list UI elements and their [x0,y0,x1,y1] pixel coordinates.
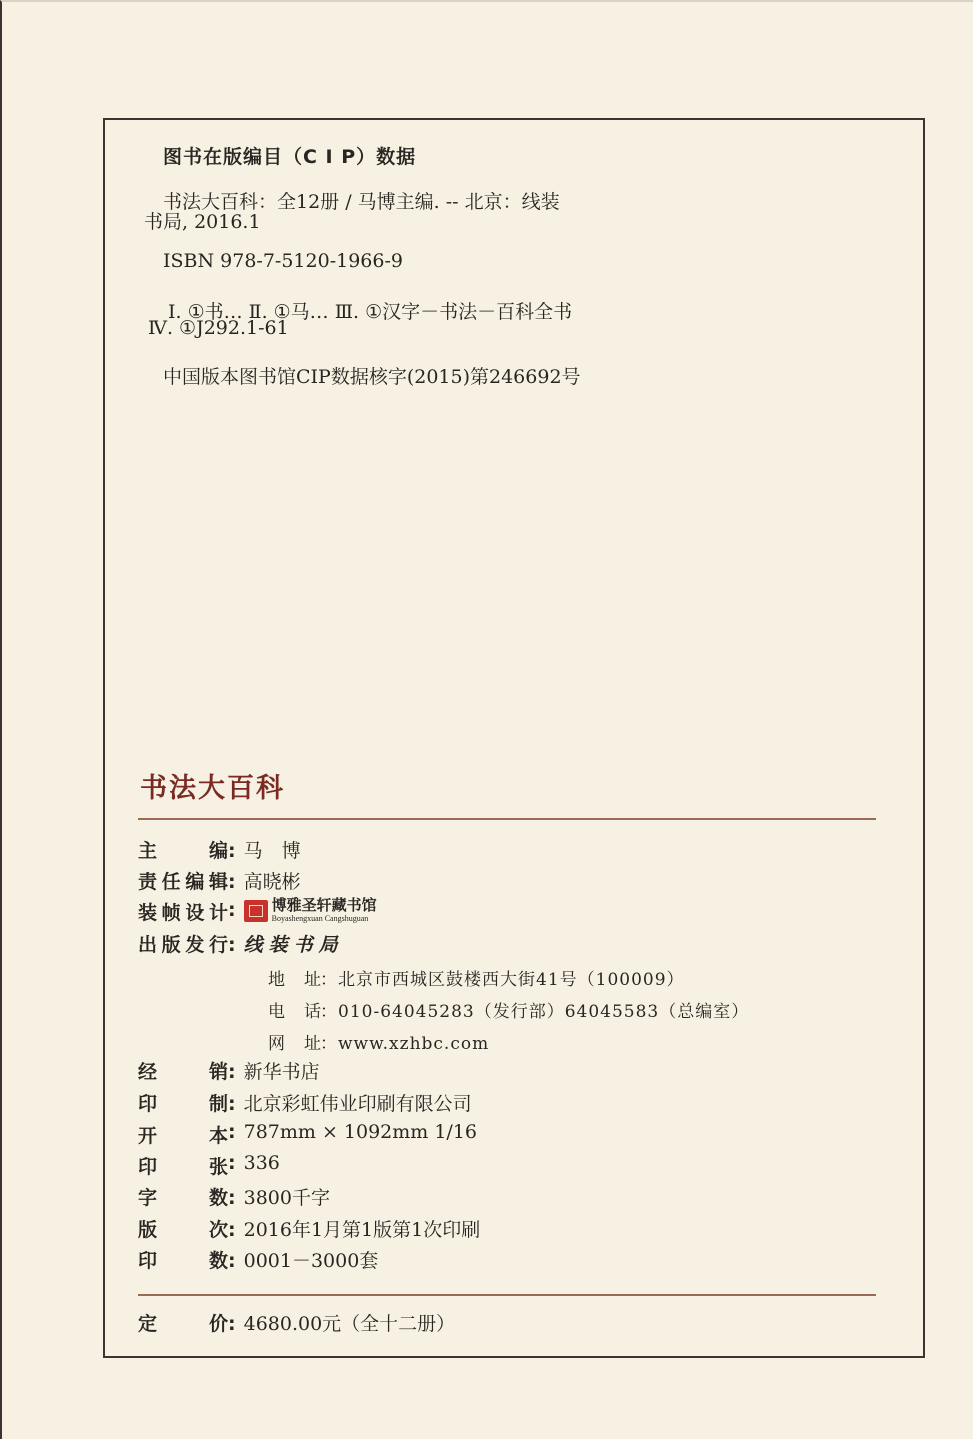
cip-isbn: ISBN 978-7-5120-1966-9 [163,250,403,272]
credit-label: 印 张 [138,1156,228,1178]
book-title: 书法大百科 [140,773,285,804]
credit-label: 出版发行 [138,934,228,956]
credit-print-run: 印 数: 0001－3000套 [138,1246,378,1273]
logo-en-text: Boyashengxuan Cangshuguan [271,914,369,923]
designer-logo [244,898,377,923]
sub-label: 电 话 [268,1002,322,1022]
credit-edition: 版 次: 2016年1月第1版第1次印刷 [138,1215,480,1242]
credit-value: 高晓彬 [243,871,301,893]
credit-chief-editor: 主 编: 马 博 [138,836,301,863]
credit-price: 定 价: 4680.00元（全十二册） [138,1309,455,1336]
credit-value: 新华书店 [243,1061,320,1083]
sub-label: 地 址 [268,970,322,990]
credit-label: 装帧设计 [138,902,228,924]
credit-label: 印 数 [138,1250,228,1272]
credit-responsible-editor: 责任编辑: 高晓彬 [138,867,301,894]
credit-label: 主 编 [138,840,228,862]
credit-value: 马 博 [243,840,301,862]
cip-line-1: 书法大百科：全12册 / 马博主编. -- 北京：线装 [163,191,560,213]
credit-distributor: 经 销: 新华书店 [138,1057,320,1084]
credit-word-count: 字 数: 3800千字 [138,1183,330,1210]
sub-value: 北京市西城区鼓楼西大街41号（100009） [338,970,685,990]
cip-line-classification: Ⅰ. ①书… Ⅱ. ①马… Ⅲ. ①汉字－书法－百科全书 [168,301,573,323]
logo-cn-text: 博雅圣轩藏书馆 [271,896,377,914]
credit-label: 责任编辑 [138,871,228,893]
credit-label: 印 制 [138,1093,228,1115]
publisher-name: 线装书局 [243,934,344,956]
sub-label: 网 址 [268,1034,322,1054]
publisher-phone: 电 话：010-64045283（发行部）64045583（总编室） [268,997,749,1022]
credit-printer: 印 制: 北京彩虹伟业印刷有限公司 [138,1089,472,1116]
credit-value: 0001－3000套 [243,1250,379,1272]
title-rule [138,818,876,820]
credit-label: 版 次 [138,1219,228,1241]
cip-record-number: 中国版本图书馆CIP数据核字(2015)第246692号 [163,366,581,388]
credit-value: 4680.00元（全十二册） [243,1313,456,1335]
cip-line-2: 书局, 2016.1 [144,211,261,233]
credit-value: 336 [243,1152,280,1174]
sub-value: 010-64045283（发行部）64045583（总编室） [338,1002,750,1022]
publisher-website: 网 址：www.xzhbc.com [268,1029,489,1054]
credit-sheets: 印 张: 336 [138,1152,280,1178]
credit-value: 2016年1月第1版第1次印刷 [243,1219,481,1241]
publisher-address: 地 址：北京市西城区鼓楼西大街41号（100009） [268,965,685,990]
credit-design: 装帧设计: 博雅圣轩藏书馆 Boyashengxuan Cangshuguan [138,896,377,924]
cip-heading: 图书在版编目（C I P）数据 [163,146,417,168]
credit-label: 经 销 [138,1061,228,1083]
price-rule [138,1294,876,1296]
credit-value: 787mm × 1092mm 1/16 [243,1121,477,1143]
credit-value: 3800千字 [243,1187,330,1209]
seal-icon [244,900,268,922]
credit-format: 开 本: 787mm × 1092mm 1/16 [138,1121,477,1147]
credit-label: 开 本 [138,1125,228,1147]
cip-line-code: Ⅳ. ①J292.1-61 [148,317,289,339]
credit-label: 定 价 [138,1313,228,1335]
credit-publisher: 出版发行: 线装书局 [138,930,344,957]
sub-value: www.xzhbc.com [338,1034,490,1054]
credit-value: 北京彩虹伟业印刷有限公司 [243,1093,472,1115]
credit-label: 字 数 [138,1187,228,1209]
